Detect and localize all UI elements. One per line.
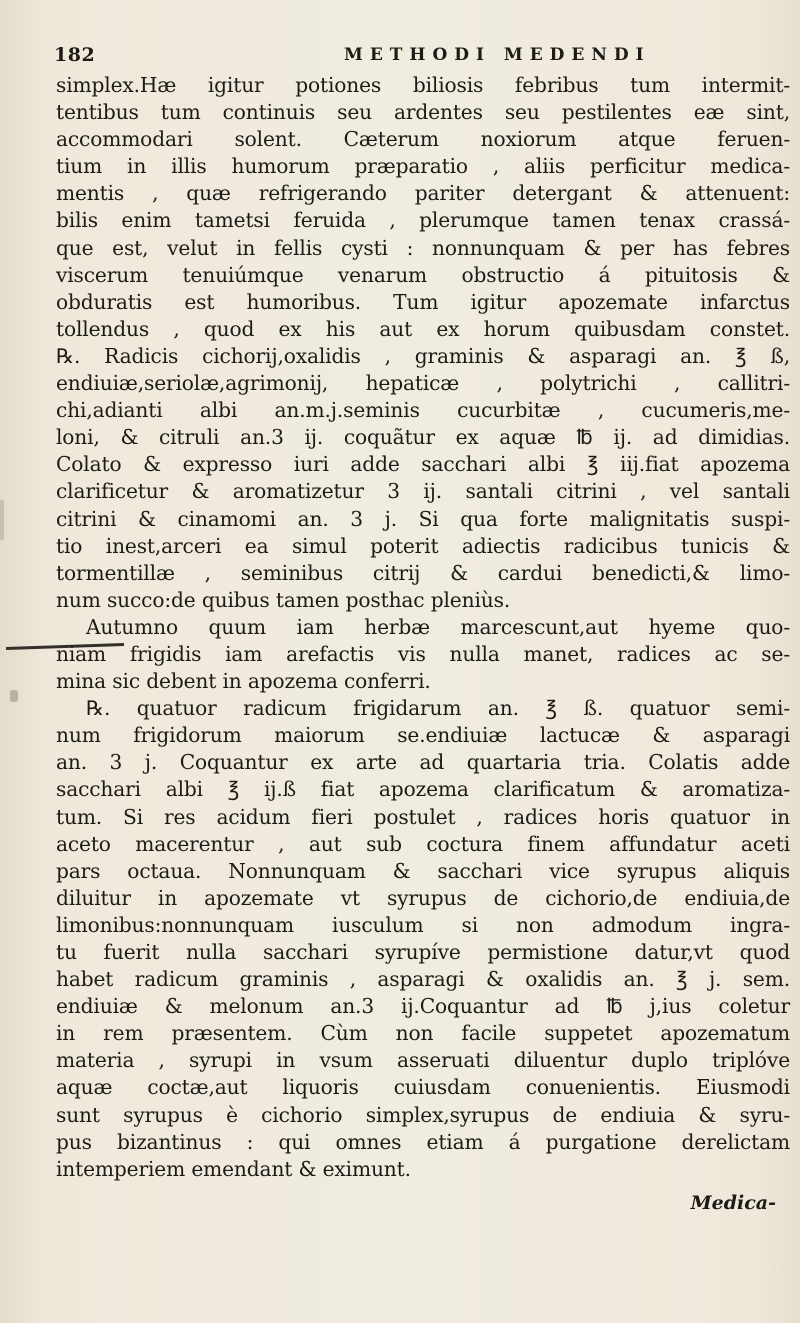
text-line: tum. Si res acidum fieri postulet , radices horis quatuor in bbox=[56, 804, 790, 829]
text-line: Autumno quum iam herbæ marcescunt,aut hyeme quo- bbox=[86, 614, 790, 639]
text-line: Colato & expresso iuri adde sacchari albi ℥ iij.fiat apozema bbox=[56, 452, 790, 477]
text-line: sacchari albi ℥ ij.ß fiat apozema clarificatum & aromatiza- bbox=[56, 777, 790, 802]
text-line: ℞. Radicis cichorij,oxalidis , graminis & asparagi an. ℥ ß, bbox=[56, 343, 790, 368]
text-line: pus bizantinus : qui omnes etiam á purgatione derelictam bbox=[56, 1129, 790, 1154]
text-line: an. 3 j. Coquantur ex arte ad quartaria tria. Colatis adde bbox=[56, 750, 790, 775]
text-line: clarificetur & aromatizetur 3 ij. santali citrini , vel santali bbox=[56, 479, 790, 504]
text-line: tentibus tum continuis seu ardentes seu pestilentes eæ sint, bbox=[56, 100, 790, 125]
text-line: sunt syrupus è cichorio simplex,syrupus de endiuia & syru- bbox=[56, 1102, 790, 1127]
text-line: tio inest,arceri ea simul poterit adiectis radicibus tunicis & bbox=[56, 533, 790, 558]
text-line: aceto macerentur , aut sub coctura finem affundatur aceti bbox=[56, 831, 790, 856]
text-line: endiuiæ & melonum an.3 ij.Coquantur ad ℔ j,ius coletur bbox=[56, 994, 790, 1019]
text-line: accommodari solent. Cæterum noxiorum atque feruen- bbox=[56, 127, 790, 152]
text-line: tu fuerit nulla sacchari syrupíve permistione datur,vt quod bbox=[56, 940, 790, 964]
text-line: tium in illis humorum præparatio , aliis perficitur medica- bbox=[56, 154, 790, 179]
text-line: pars octaua. Nonnunquam & sacchari vice syrupus aliquis bbox=[56, 858, 790, 883]
text-line: diluitur in apozemate vt syrupus de cichorio,de endiuia,de bbox=[56, 885, 790, 910]
text-line: citrini & cinamomi an. 3 j. Si qua forte malignitatis suspi- bbox=[56, 506, 790, 531]
text-line: limonibus:nonnunquam iusculum si non admodum ingra- bbox=[56, 912, 790, 937]
text-line: intemperiem emendant & eximunt. bbox=[56, 1156, 411, 1181]
text-line: viscerum tenuiúmque venarum obstructio á pituitosis & bbox=[56, 262, 790, 287]
text-line: num succo:de quibus tamen posthac pleniùs. bbox=[56, 587, 511, 612]
running-head bbox=[54, 44, 774, 72]
text-line: ℞. quatuor radicum frigidarum an. ℥ ß. quatuor semi- bbox=[86, 696, 790, 721]
text-line: num frigidorum maiorum se.endiuiæ lactucæ & asparagi bbox=[56, 723, 790, 748]
running-title: METHODI MEDENDI bbox=[344, 45, 651, 65]
text-line: mentis , quæ refrigerando pariter detergant & attenuent: bbox=[56, 181, 790, 206]
text-line: aquæ coctæ,aut liquoris cuiusdam conuenientis. Eiusmodi bbox=[56, 1075, 790, 1100]
text-line: tormentillæ , seminibus citrij & cardui benedicti,& limo- bbox=[56, 560, 790, 585]
text-line: bilis enim tametsi feruida , plerumque tamen tenax crassá- bbox=[56, 208, 790, 233]
text-line: mina sic debent in apozema conferri. bbox=[56, 669, 431, 694]
page-number: 182 bbox=[54, 44, 96, 66]
text-line: chi,adianti albi an.m.j.seminis cucurbitæ , cucumeris,me- bbox=[56, 398, 790, 423]
text-line: tollendus , quod ex his aut ex horum quibusdam constet. bbox=[56, 316, 790, 341]
text-line: endiuiæ,seriolæ,agrimonij, hepaticæ , polytrichi , callitri- bbox=[56, 371, 790, 396]
text-line: simplex.Hæ igitur potiones biliosis febribus tum intermit- bbox=[56, 73, 790, 97]
text-line: obduratis est humoribus. Tum igitur apozemate infarctus bbox=[56, 289, 790, 314]
text-line: materia , syrupi in vsum asseruati diluentur duplo triplóve bbox=[56, 1048, 790, 1073]
text-line: que est, velut in fellis cysti : nonnunquam & per has febres bbox=[56, 235, 790, 260]
text-line: niam frigidis iam arefactis vis nulla manet, radices ac se- bbox=[56, 641, 790, 666]
page-edge-mark bbox=[0, 500, 4, 540]
text-line: in rem præsentem. Cùm non facile suppetet apozematum bbox=[56, 1021, 790, 1046]
text-line: habet radicum graminis , asparagi & oxalidis an. ℥ j. sem. bbox=[56, 967, 790, 992]
catchword: Medica- bbox=[690, 1192, 776, 1214]
body-text bbox=[56, 72, 790, 1183]
margin-ink-spot bbox=[10, 690, 18, 702]
text-line: loni, & citruli an.3 ij. coquãtur ex aquæ ℔ ij. ad dimidias. bbox=[56, 425, 790, 450]
